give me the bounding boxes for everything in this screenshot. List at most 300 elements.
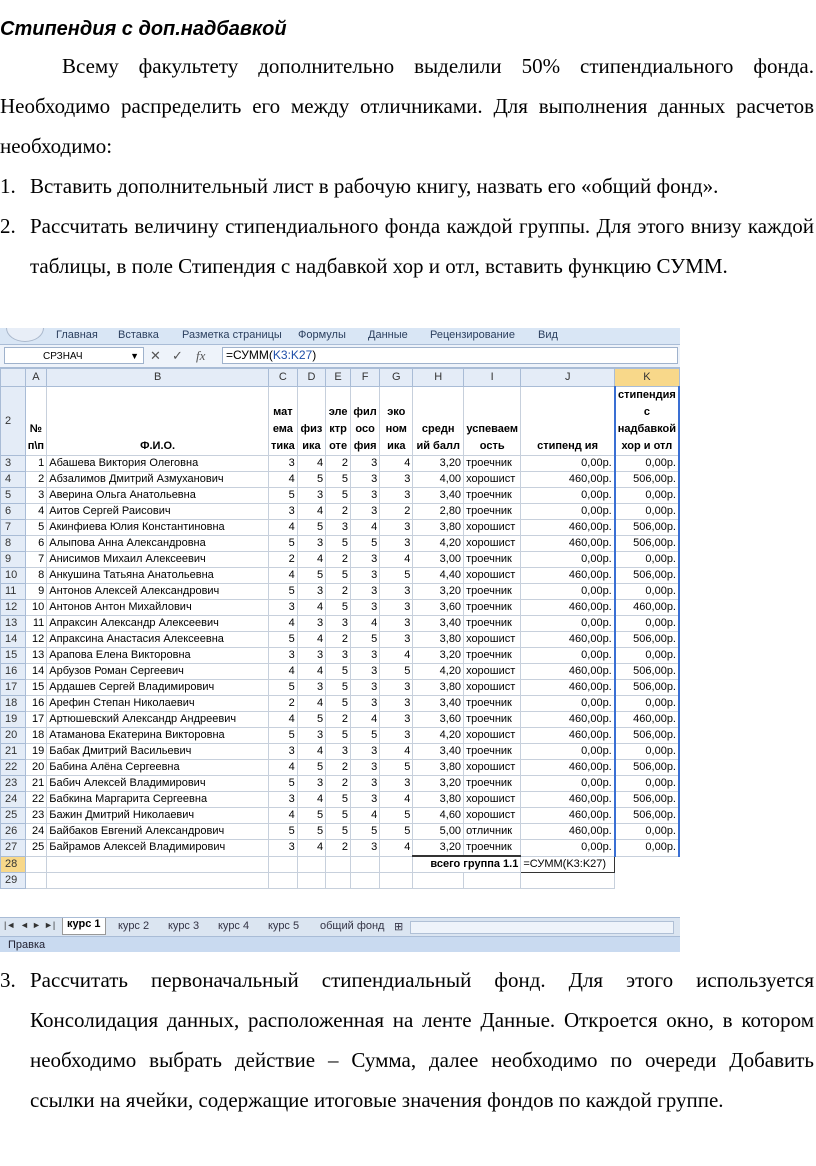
grade-cell[interactable]: 3 [268,648,297,664]
status-cell[interactable]: троечник [464,600,521,616]
bonus-cell[interactable]: 0,00р. [615,584,679,600]
column-header-c[interactable]: C [268,369,297,387]
grade-cell[interactable]: 3 [380,776,413,792]
grade-cell[interactable]: 4 [297,744,325,760]
grade-cell[interactable]: 5 [297,520,325,536]
grade-cell[interactable]: 3 [380,696,413,712]
name-cell[interactable]: Анисимов Михаил Алексеевич [47,552,269,568]
row-header[interactable]: 19 [1,712,26,728]
name-cell[interactable]: Акинфиева Юлия Константиновна [47,520,269,536]
average-cell[interactable]: 4,20 [413,664,464,680]
average-cell[interactable]: 4,20 [413,536,464,552]
ribbon-tab-review[interactable]: Рецензирование [430,329,515,341]
row-number-cell[interactable]: 2 [25,472,47,488]
row-number-cell[interactable]: 14 [25,664,47,680]
prev-sheet-icon[interactable]: ◄ [20,920,29,930]
row-header[interactable]: 12 [1,600,26,616]
row-header[interactable]: 18 [1,696,26,712]
row-number-cell[interactable]: 1 [25,456,47,472]
grade-cell[interactable]: 4 [297,504,325,520]
column-header-f[interactable]: F [351,369,380,387]
ribbon-tab-data[interactable]: Данные [368,329,408,341]
name-cell[interactable]: Абашева Виктория Олеговна [47,456,269,472]
horizontal-scrollbar[interactable] [410,921,674,934]
grade-cell[interactable]: 5 [380,824,413,840]
next-sheet-icon[interactable]: ► [32,920,41,930]
bonus-cell[interactable]: 0,00р. [615,552,679,568]
row-header[interactable]: 13 [1,616,26,632]
grade-cell[interactable]: 5 [268,680,297,696]
bonus-cell[interactable]: 0,00р. [615,776,679,792]
stipend-cell[interactable]: 460,00р. [521,568,615,584]
row-header[interactable]: 14 [1,632,26,648]
grade-cell[interactable]: 2 [326,760,351,776]
table-header-cell[interactable]: фил осо фия [351,387,380,456]
grade-cell[interactable]: 3 [351,504,380,520]
grade-cell[interactable]: 3 [351,552,380,568]
sheet-tab-kurs-4[interactable]: курс 4 [218,920,250,932]
row-number-cell[interactable]: 10 [25,600,47,616]
grade-cell[interactable]: 5 [326,472,351,488]
row-number-cell[interactable]: 15 [25,680,47,696]
stipend-cell[interactable]: 0,00р. [521,584,615,600]
table-header-cell[interactable]: эле ктр оте [326,387,351,456]
bonus-cell[interactable]: 0,00р. [615,456,679,472]
status-cell[interactable]: хорошист [464,792,521,808]
stipend-cell[interactable]: 460,00р. [521,520,615,536]
status-cell[interactable]: хорошист [464,568,521,584]
grade-cell[interactable]: 5 [268,536,297,552]
grade-cell[interactable]: 5 [297,472,325,488]
stipend-cell[interactable]: 0,00р. [521,696,615,712]
grade-cell[interactable]: 3 [268,504,297,520]
grade-cell[interactable]: 5 [351,824,380,840]
row-number-cell[interactable]: 21 [25,776,47,792]
grade-cell[interactable]: 5 [326,792,351,808]
sheet-tab-kurs-1[interactable]: курс 1 [62,918,106,935]
grade-cell[interactable]: 3 [380,520,413,536]
stipend-cell[interactable]: 460,00р. [521,792,615,808]
grade-cell[interactable]: 2 [326,552,351,568]
empty-cell[interactable] [268,856,297,873]
grade-cell[interactable]: 5 [351,728,380,744]
grade-cell[interactable]: 4 [268,520,297,536]
average-cell[interactable]: 3,40 [413,696,464,712]
average-cell[interactable]: 3,80 [413,632,464,648]
grade-cell[interactable]: 4 [268,472,297,488]
stipend-cell[interactable]: 0,00р. [521,616,615,632]
grade-cell[interactable]: 3 [268,840,297,857]
stipend-cell[interactable]: 460,00р. [521,808,615,824]
grade-cell[interactable]: 4 [351,808,380,824]
column-header-d[interactable]: D [297,369,325,387]
grade-cell[interactable]: 4 [268,808,297,824]
grade-cell[interactable]: 2 [268,696,297,712]
status-cell[interactable]: хорошист [464,664,521,680]
insert-sheet-icon[interactable]: ⊞ [394,921,404,933]
empty-cell[interactable] [25,873,47,889]
grade-cell[interactable]: 3 [351,744,380,760]
average-cell[interactable]: 3,20 [413,776,464,792]
empty-cell[interactable] [351,873,380,889]
grade-cell[interactable]: 3 [351,696,380,712]
row-header[interactable]: 16 [1,664,26,680]
ribbon-tab-view[interactable]: Вид [538,329,558,341]
bonus-cell[interactable]: 506,00р. [615,808,679,824]
average-cell[interactable]: 3,40 [413,744,464,760]
column-header-e[interactable]: E [326,369,351,387]
status-cell[interactable]: троечник [464,840,521,857]
chevron-down-icon[interactable]: ▼ [130,351,139,361]
average-cell[interactable]: 3,40 [413,488,464,504]
average-cell[interactable]: 3,60 [413,600,464,616]
name-cell[interactable]: Аитов Сергей Раисович [47,504,269,520]
status-cell[interactable]: троечник [464,488,521,504]
grade-cell[interactable]: 3 [351,568,380,584]
cancel-icon[interactable]: ✕ [150,348,161,363]
ribbon-tab-page-layout[interactable]: Разметка страницы [182,329,282,341]
stipend-cell[interactable]: 460,00р. [521,680,615,696]
row-header[interactable]: 17 [1,680,26,696]
first-sheet-icon[interactable]: |◄ [4,920,16,930]
row-number-cell[interactable]: 16 [25,696,47,712]
row-number-cell[interactable]: 19 [25,744,47,760]
name-cell[interactable]: Апраксина Анастасия Алексеевна [47,632,269,648]
empty-cell[interactable] [521,873,615,889]
grade-cell[interactable]: 3 [297,584,325,600]
bonus-cell[interactable]: 460,00р. [615,712,679,728]
row-header[interactable]: 28 [1,856,26,873]
name-cell[interactable]: Апраксин Александр Алексеевич [47,616,269,632]
bonus-cell[interactable]: 506,00р. [615,760,679,776]
row-header[interactable]: 20 [1,728,26,744]
grade-cell[interactable]: 5 [297,712,325,728]
bonus-cell[interactable]: 0,00р. [615,616,679,632]
table-header-cell[interactable]: физ ика [297,387,325,456]
grade-cell[interactable]: 5 [326,488,351,504]
grade-cell[interactable]: 3 [351,776,380,792]
bonus-cell[interactable]: 506,00р. [615,664,679,680]
stipend-cell[interactable]: 0,00р. [521,744,615,760]
stipend-cell[interactable]: 460,00р. [521,712,615,728]
grade-cell[interactable]: 2 [268,552,297,568]
grade-cell[interactable]: 3 [326,616,351,632]
bonus-cell[interactable]: 506,00р. [615,568,679,584]
grade-cell[interactable]: 2 [326,840,351,857]
grade-cell[interactable]: 5 [268,584,297,600]
name-cell[interactable]: Аверина Ольга Анатольевна [47,488,269,504]
table-header-cell[interactable]: Ф.И.О. [47,387,269,456]
bonus-cell[interactable]: 0,00р. [615,488,679,504]
ribbon-tab-home[interactable]: Главная [56,329,98,341]
grade-cell[interactable]: 2 [326,776,351,792]
grade-cell[interactable]: 5 [268,824,297,840]
row-number-cell[interactable]: 12 [25,632,47,648]
status-cell[interactable]: хорошист [464,760,521,776]
empty-cell[interactable] [380,856,413,873]
stipend-cell[interactable]: 0,00р. [521,552,615,568]
grade-cell[interactable]: 4 [380,456,413,472]
status-cell[interactable]: троечник [464,648,521,664]
column-header-h[interactable]: H [413,369,464,387]
column-header-j[interactable]: J [521,369,615,387]
grade-cell[interactable]: 5 [380,760,413,776]
status-cell[interactable]: троечник [464,456,521,472]
grade-cell[interactable]: 5 [297,808,325,824]
grade-cell[interactable]: 5 [268,728,297,744]
bonus-cell[interactable]: 0,00р. [615,744,679,760]
average-cell[interactable]: 3,80 [413,792,464,808]
status-cell[interactable]: троечник [464,744,521,760]
name-cell[interactable]: Артюшевский Александр Андреевич [47,712,269,728]
row-number-cell[interactable]: 17 [25,712,47,728]
stipend-cell[interactable]: 0,00р. [521,776,615,792]
empty-cell[interactable] [25,856,47,873]
grade-cell[interactable]: 5 [326,568,351,584]
grade-cell[interactable]: 5 [268,488,297,504]
average-cell[interactable]: 3,40 [413,616,464,632]
name-cell[interactable]: Арефин Степан Николаевич [47,696,269,712]
grade-cell[interactable]: 2 [326,712,351,728]
column-header-i[interactable]: I [464,369,521,387]
grade-cell[interactable]: 4 [380,840,413,857]
grade-cell[interactable]: 3 [351,840,380,857]
grade-cell[interactable]: 3 [297,616,325,632]
grade-cell[interactable]: 4 [297,456,325,472]
bonus-cell[interactable]: 506,00р. [615,728,679,744]
stipend-cell[interactable]: 460,00р. [521,664,615,680]
empty-cell[interactable] [351,856,380,873]
row-number-cell[interactable]: 13 [25,648,47,664]
grade-cell[interactable]: 4 [380,792,413,808]
status-cell[interactable]: троечник [464,696,521,712]
sheet-tab-total-fund[interactable]: общий фонд [320,920,385,932]
status-cell[interactable]: троечник [464,712,521,728]
grade-cell[interactable]: 2 [326,504,351,520]
name-cell[interactable]: Антонов Алексей Александрович [47,584,269,600]
table-header-cell[interactable]: средн ий балл [413,387,464,456]
row-number-cell[interactable]: 25 [25,840,47,857]
stipend-cell[interactable]: 460,00р. [521,632,615,648]
row-header[interactable]: 3 [1,456,26,472]
average-cell[interactable]: 3,20 [413,840,464,857]
row-number-cell[interactable]: 4 [25,504,47,520]
row-header[interactable]: 27 [1,840,26,857]
bonus-cell[interactable]: 0,00р. [615,504,679,520]
bonus-cell[interactable]: 0,00р. [615,648,679,664]
bonus-cell[interactable]: 506,00р. [615,520,679,536]
grade-cell[interactable]: 3 [351,792,380,808]
row-number-cell[interactable]: 11 [25,616,47,632]
grade-cell[interactable]: 2 [326,456,351,472]
last-sheet-icon[interactable]: ►| [44,920,56,930]
grade-cell[interactable]: 4 [268,712,297,728]
grade-cell[interactable]: 3 [326,744,351,760]
average-cell[interactable]: 2,80 [413,504,464,520]
grade-cell[interactable]: 4 [380,552,413,568]
grade-cell[interactable]: 5 [326,600,351,616]
grade-cell[interactable]: 3 [351,680,380,696]
average-cell[interactable]: 3,20 [413,456,464,472]
grade-cell[interactable]: 3 [351,760,380,776]
grade-cell[interactable]: 5 [326,680,351,696]
grade-cell[interactable]: 5 [351,632,380,648]
grade-cell[interactable]: 5 [326,808,351,824]
bonus-cell[interactable]: 506,00р. [615,792,679,808]
table-header-cell[interactable]: эко ном ика [380,387,413,456]
status-cell[interactable]: хорошист [464,632,521,648]
grade-cell[interactable]: 4 [351,616,380,632]
row-header[interactable]: 4 [1,472,26,488]
grade-cell[interactable]: 3 [380,728,413,744]
grade-cell[interactable]: 2 [380,504,413,520]
status-cell[interactable]: троечник [464,552,521,568]
stipend-cell[interactable]: 460,00р. [521,760,615,776]
grade-cell[interactable]: 3 [380,536,413,552]
column-header-b[interactable]: B [47,369,269,387]
empty-cell[interactable] [326,873,351,889]
bonus-cell[interactable]: 460,00р. [615,600,679,616]
grade-cell[interactable]: 4 [297,792,325,808]
grade-cell[interactable]: 5 [268,776,297,792]
bonus-cell[interactable]: 506,00р. [615,680,679,696]
grade-cell[interactable]: 3 [380,712,413,728]
row-number-cell[interactable]: 9 [25,584,47,600]
sheet-tab-kurs-3[interactable]: курс 3 [168,920,200,932]
average-cell[interactable]: 4,00 [413,472,464,488]
stipend-cell[interactable]: 460,00р. [521,824,615,840]
stipend-cell[interactable]: 0,00р. [521,488,615,504]
grade-cell[interactable]: 5 [297,568,325,584]
column-header-k[interactable]: K [615,369,679,387]
status-cell[interactable]: хорошист [464,808,521,824]
grade-cell[interactable]: 5 [380,808,413,824]
empty-cell[interactable] [380,873,413,889]
grade-cell[interactable]: 3 [380,472,413,488]
status-cell[interactable]: троечник [464,616,521,632]
empty-cell[interactable] [47,873,269,889]
insert-function-icon[interactable]: fx [196,348,206,363]
column-header-a[interactable]: A [25,369,47,387]
sheet-tab-kurs-2[interactable]: курс 2 [118,920,150,932]
row-header[interactable]: 11 [1,584,26,600]
stipend-cell[interactable]: 0,00р. [521,504,615,520]
status-cell[interactable]: хорошист [464,520,521,536]
status-cell[interactable]: хорошист [464,680,521,696]
grade-cell[interactable]: 4 [297,840,325,857]
row-number-cell[interactable]: 5 [25,520,47,536]
grade-cell[interactable]: 5 [326,824,351,840]
row-header[interactable]: 22 [1,760,26,776]
row-number-cell[interactable]: 7 [25,552,47,568]
stipend-cell[interactable]: 460,00р. [521,536,615,552]
active-formula-cell[interactable]: =СУММ(K3:K27) [521,856,615,873]
row-header[interactable]: 15 [1,648,26,664]
grade-cell[interactable]: 4 [297,696,325,712]
name-cell[interactable]: Атаманова Екатерина Викторовна [47,728,269,744]
average-cell[interactable]: 3,60 [413,712,464,728]
grade-cell[interactable]: 4 [351,712,380,728]
grade-cell[interactable]: 5 [326,696,351,712]
select-all-corner[interactable] [1,369,26,387]
grade-cell[interactable]: 5 [297,760,325,776]
grade-cell[interactable]: 3 [268,456,297,472]
empty-cell[interactable] [464,873,521,889]
grade-cell[interactable]: 3 [297,536,325,552]
grade-cell[interactable]: 4 [268,616,297,632]
row-header[interactable]: 25 [1,808,26,824]
name-cell[interactable]: Байрамов Алексей Владимирович [47,840,269,857]
name-cell[interactable]: Бабкина Маргарита Сергеевна [47,792,269,808]
grade-cell[interactable]: 4 [297,552,325,568]
row-header[interactable]: 21 [1,744,26,760]
grade-cell[interactable]: 3 [380,632,413,648]
grade-cell[interactable]: 5 [380,664,413,680]
average-cell[interactable]: 3,80 [413,520,464,536]
row-header[interactable]: 10 [1,568,26,584]
table-header-cell[interactable]: стипенд ия [521,387,615,456]
average-cell[interactable]: 3,00 [413,552,464,568]
status-cell[interactable]: троечник [464,584,521,600]
grade-cell[interactable]: 5 [268,632,297,648]
grade-cell[interactable]: 4 [297,600,325,616]
table-header-cell[interactable]: стипендия с надбавкой хор и отл [615,387,679,456]
average-cell[interactable]: 3,20 [413,584,464,600]
bonus-cell[interactable]: 506,00р. [615,536,679,552]
status-cell[interactable]: хорошист [464,728,521,744]
name-cell[interactable]: Бабина Алёна Сергеевна [47,760,269,776]
row-header[interactable]: 7 [1,520,26,536]
name-cell[interactable]: Арапова Елена Викторовна [47,648,269,664]
empty-cell[interactable] [326,856,351,873]
grade-cell[interactable]: 4 [297,664,325,680]
average-cell[interactable]: 4,20 [413,728,464,744]
empty-cell[interactable] [413,873,464,889]
name-cell[interactable]: Анкушина Татьяна Анатольевна [47,568,269,584]
status-cell[interactable]: хорошист [464,472,521,488]
average-cell[interactable]: 3,20 [413,648,464,664]
stipend-cell[interactable]: 460,00р. [521,472,615,488]
name-cell[interactable]: Бабак Дмитрий Васильевич [47,744,269,760]
grade-cell[interactable]: 3 [297,728,325,744]
row-number-cell[interactable]: 18 [25,728,47,744]
status-cell[interactable]: троечник [464,776,521,792]
table-header-cell[interactable]: успеваем ость [464,387,521,456]
ribbon-tab-insert[interactable]: Вставка [118,329,159,341]
ribbon-tab-formulas[interactable]: Формулы [298,329,346,341]
row-number-cell[interactable]: 6 [25,536,47,552]
bonus-cell[interactable]: 0,00р. [615,696,679,712]
name-cell[interactable]: Бажин Дмитрий Николаевич [47,808,269,824]
grade-cell[interactable]: 2 [326,632,351,648]
grade-cell[interactable]: 3 [326,648,351,664]
grade-cell[interactable]: 3 [351,664,380,680]
name-box[interactable] [4,347,144,364]
grade-cell[interactable]: 3 [380,600,413,616]
grade-cell[interactable]: 3 [297,648,325,664]
name-cell[interactable]: Абзалимов Дмитрий Азмуханович [47,472,269,488]
office-button[interactable] [6,328,44,342]
grade-cell[interactable]: 3 [351,456,380,472]
grade-cell[interactable]: 3 [351,472,380,488]
grade-cell[interactable]: 5 [297,824,325,840]
sum-label-cell[interactable]: всего группа 1.1 [413,856,521,873]
column-header-g[interactable]: G [380,369,413,387]
status-cell[interactable]: отличник [464,824,521,840]
row-number-cell[interactable]: 8 [25,568,47,584]
grade-cell[interactable]: 3 [380,584,413,600]
bonus-cell[interactable]: 0,00р. [615,840,679,857]
